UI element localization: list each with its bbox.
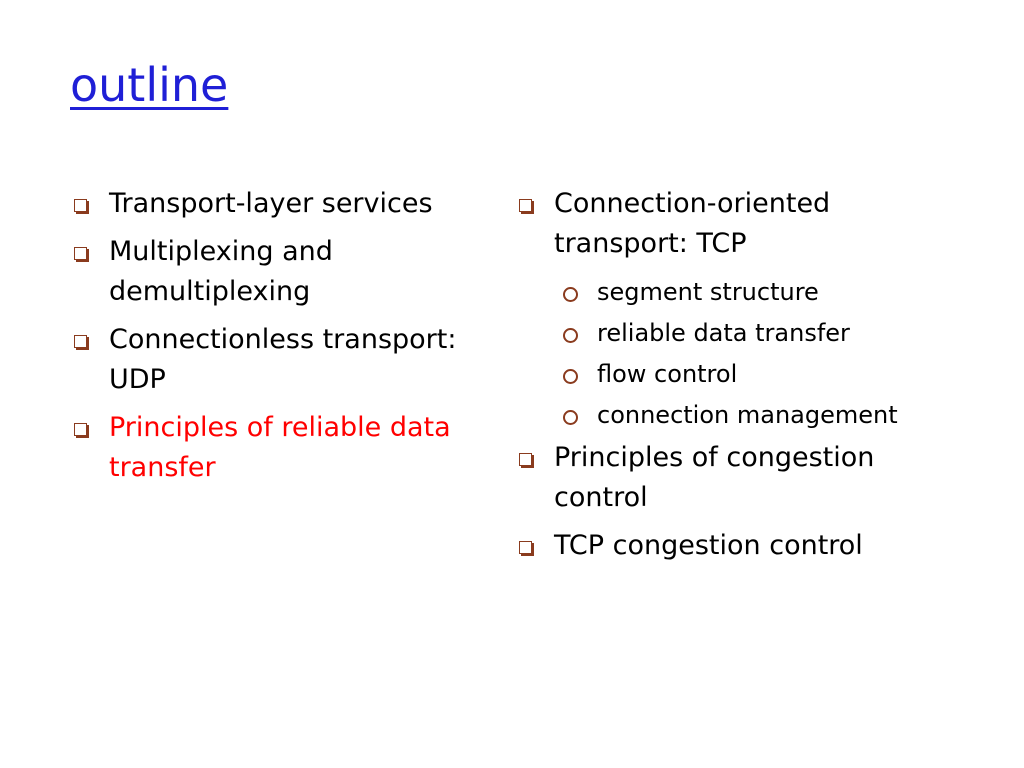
circle-bullet-icon (563, 328, 578, 343)
tcp-subtopics (515, 272, 955, 436)
circle-bullet-icon (563, 410, 578, 425)
subbullet-text: reliable data transfer (597, 319, 850, 347)
bullet-text: Connectionless transport: UDP (109, 324, 457, 395)
square-bullet-icon (74, 335, 87, 348)
right-bullet-column (515, 184, 955, 574)
bullet-text: Multiplexing and demultiplexing (109, 236, 333, 307)
circle-bullet-icon (563, 369, 578, 384)
bullet-connectionless-transport (70, 320, 460, 400)
bullet-congestion-principles (515, 438, 955, 518)
subbullet-reliable-data-transfer (559, 313, 955, 354)
subbullet-text: flow control (597, 360, 738, 388)
subbullet-text: segment structure (597, 278, 819, 306)
bullet-text: TCP congestion control (554, 530, 863, 561)
square-bullet-icon (74, 199, 87, 212)
bullet-text: Principles of reliable data transfer (109, 412, 451, 483)
bullet-tcp-congestion-control (515, 526, 955, 566)
bullet-reliable-data-transfer (70, 408, 460, 488)
bullet-text: Transport-layer services (109, 188, 433, 219)
square-bullet-icon (74, 247, 87, 260)
square-bullet-icon (519, 541, 532, 554)
bullet-multiplexing (70, 232, 460, 312)
sub-bullet-list (515, 272, 955, 436)
subbullet-text: connection management (597, 401, 898, 429)
bullet-text: Connection-oriented transport: TCP (554, 188, 831, 259)
bullet-text: Principles of congestion control (554, 442, 875, 513)
square-bullet-icon (519, 453, 532, 466)
square-bullet-icon (74, 423, 87, 436)
subbullet-connection-management (559, 395, 955, 436)
circle-bullet-icon (563, 287, 578, 302)
square-bullet-icon (519, 199, 532, 212)
subbullet-segment-structure (559, 272, 955, 313)
bullet-tcp-transport (515, 184, 955, 264)
slide-title: outline (70, 58, 229, 112)
bullet-transport-layer-services (70, 184, 460, 224)
left-bullet-column (70, 184, 460, 496)
subbullet-flow-control (559, 354, 955, 395)
